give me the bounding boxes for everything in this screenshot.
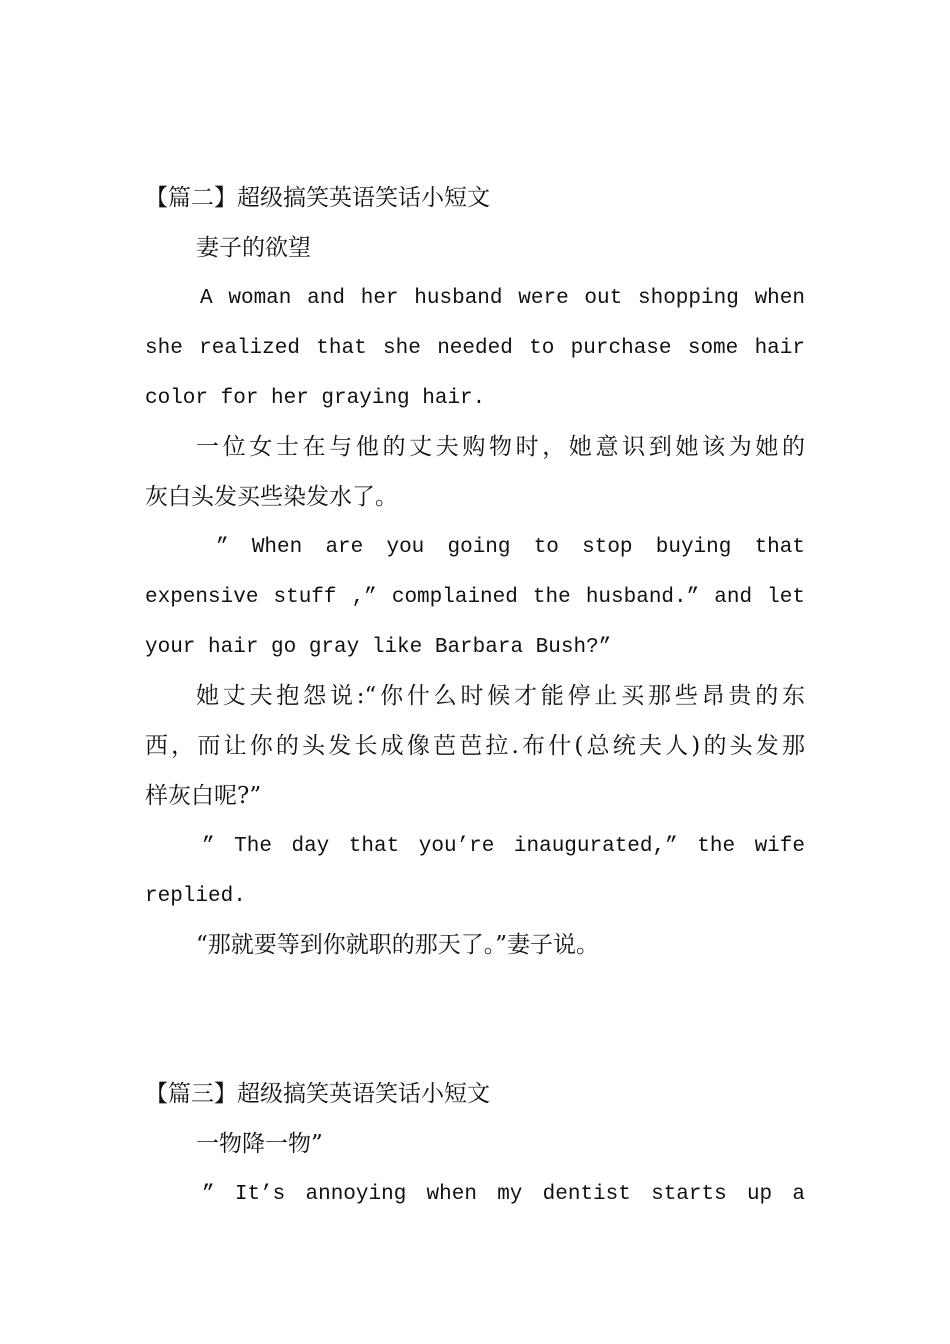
section-heading: 【篇三】超级搞笑英语笑话小短文 bbox=[145, 1081, 490, 1107]
paragraph-line: “那就要等到你就职的那天了。”妻子说。 bbox=[196, 932, 600, 958]
section-title: 妻子的欲望 bbox=[196, 235, 311, 261]
paragraph-line: color for her graying hair. bbox=[145, 387, 486, 410]
paragraph-line: 西，而让你的头发长成像芭芭拉.布什(总统夫人)的头发那 bbox=[145, 733, 805, 759]
section-title: 一物降一物” bbox=[196, 1131, 323, 1157]
paragraph-line: ” When are you going to stop buying that bbox=[216, 536, 805, 559]
paragraph-line: 灰白头发买些染发水了。 bbox=[145, 484, 398, 510]
paragraph-line: 她丈夫抱怨说:“你什么时候才能停止买那些昂贵的东 bbox=[196, 683, 805, 709]
paragraph-line: expensive stuff ,” complained the husband.” and let bbox=[145, 586, 805, 609]
section-heading: 【篇二】超级搞笑英语笑话小短文 bbox=[145, 185, 490, 211]
paragraph-line: she realized that she needed to purchase some hair bbox=[145, 337, 805, 360]
paragraph-line: A woman and her husband were out shopping when bbox=[200, 287, 805, 310]
paragraph-line: ” The day that you’re inaugurated,” the wife bbox=[202, 835, 805, 858]
paragraph-line: your hair go gray like Barbara Bush?” bbox=[145, 636, 612, 659]
paragraph-line: ” It’s annoying when my dentist starts up a bbox=[202, 1183, 805, 1206]
paragraph-line: 样灰白呢?” bbox=[145, 783, 262, 809]
paragraph-line: 一位女士在与他的丈夫购物时，她意识到她该为她的 bbox=[196, 434, 805, 460]
paragraph-line: replied. bbox=[145, 885, 246, 908]
